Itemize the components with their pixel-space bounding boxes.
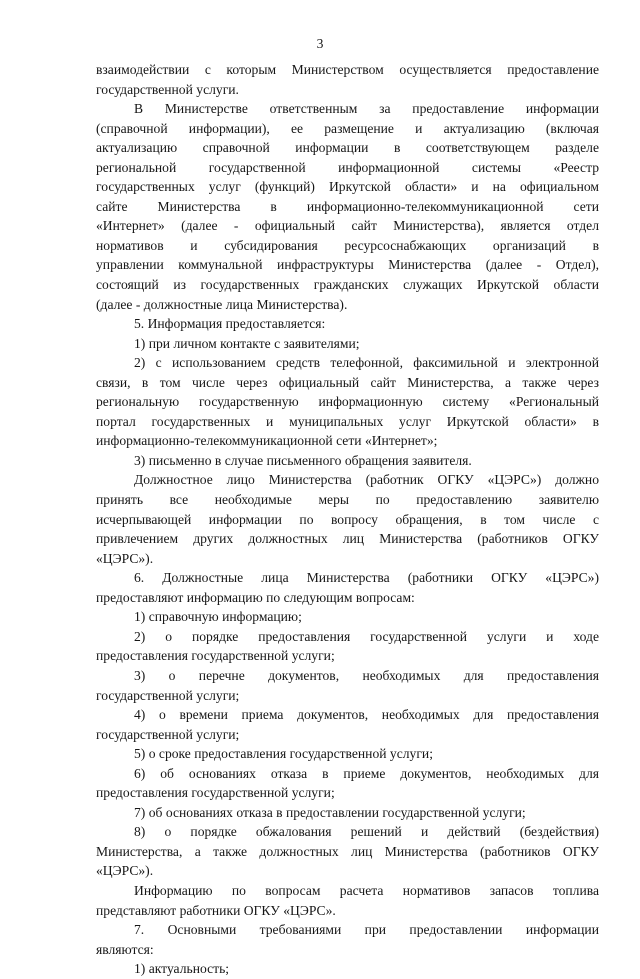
text-line: 1) справочную информацию; <box>134 609 302 625</box>
text-line: Информацию по вопросам расчета нормативов запасов топлива <box>134 882 599 898</box>
text-line: 7) об основаниях отказа в предоставлении государственной услуги; <box>134 804 526 820</box>
text-line: (далее - должностные лица Министерства). <box>96 296 348 312</box>
text-line: 5) о сроке предоставления государственной услуги; <box>134 746 433 762</box>
text-line: 6. Должностные лица Министерства (работники ОГКУ «ЦЭРС») <box>134 570 599 586</box>
text-line: 4) о времени приема документов, необходимых для предоставления <box>134 707 599 723</box>
text-line: 3) о перечне документов, необходимых для предоставления <box>134 667 599 683</box>
text-line: 2) о порядке предоставления государственной услуги и ходе <box>134 628 599 644</box>
text-line: 2) с использованием средств телефонной, факсимильной и электронной <box>134 355 599 371</box>
text-line: 7. Основными требованиями при предоставлении информации <box>134 922 599 938</box>
text-line: предоставления государственной услуги; <box>96 648 335 664</box>
text-line: управлении коммунальной инфраструктуры Министерства (далее - Отдел), <box>96 257 599 273</box>
text-line: (справочной информации), ее размещение и актуализацию (включая <box>96 120 599 136</box>
text-line: связи, в том числе через официальный сайт Министерства, а также через <box>96 374 599 390</box>
text-line: информационно-телекоммуникационной сети «Интернет»; <box>96 433 438 449</box>
text-line: привлечением других должностных лиц Министерства (работников ОГКУ <box>96 531 599 547</box>
text-line: принять все необходимые меры по предоставлению заявителю <box>96 492 599 508</box>
text-line: государственной услуги; <box>96 726 240 742</box>
text-line: «ЦЭРС»). <box>96 863 154 879</box>
text-line: 3) письменно в случае письменного обращения заявителя. <box>134 452 472 468</box>
text-line: В Министерстве ответственным за предоставление информации <box>134 101 599 117</box>
text-line: региональной государственной информационной системы «Реестр <box>96 159 599 175</box>
text-line: предоставляют информацию по следующим вопросам: <box>96 589 415 605</box>
text-line: актуализацию справочной информации в соответствующем разделе <box>96 140 599 156</box>
text-line: 6) об основаниях отказа в приеме документов, необходимых для <box>134 765 599 781</box>
text-line: предоставления государственной услуги; <box>96 785 335 801</box>
text-line: представляют работники ОГКУ «ЦЭРС». <box>96 902 336 918</box>
text-line: Министерства, а также должностных лиц Министерства (работников ОГКУ <box>96 843 599 859</box>
text-line: состоящий из государственных гражданских служащих Иркутской области <box>96 277 599 293</box>
text-line: нормативов и субсидирования ресурсоснабжающих организаций в <box>96 237 599 253</box>
text-line: «ЦЭРС»). <box>96 550 154 566</box>
text-line: государственных услуг (функций) Иркутской области» и на официальном <box>96 179 599 195</box>
text-line: 1) при личном контакте с заявителями; <box>134 335 360 351</box>
text-line: 8) о порядке обжалования решений и действий (бездействия) <box>134 824 599 840</box>
text-line: являются: <box>96 941 154 957</box>
text-line: государственной услуги. <box>96 81 239 97</box>
text-line: сайте Министерства в информационно-телекоммуникационной сети <box>96 198 599 214</box>
text-line: «Интернет» (далее - официальный сайт Министерства), является отдел <box>96 218 599 234</box>
text-line: Должностное лицо Министерства (работник ОГКУ «ЦЭРС») должно <box>134 472 599 488</box>
text-line: 1) актуальность; <box>134 961 230 977</box>
text-line: взаимодействии с которым Министерством осуществляется предоставление <box>96 62 599 77</box>
body-text <box>96 60 599 979</box>
text-line: исчерпывающей информации по вопросу обращения, в том числе с <box>96 511 599 527</box>
text-line: портал государственных и муниципальных услуг Иркутской области» в <box>96 413 599 429</box>
text-line: региональную государственную информационную систему «Региональный <box>96 394 599 410</box>
text-line: 5. Информация предоставляется: <box>134 316 326 332</box>
text-line: государственной услуги; <box>96 687 240 703</box>
page-number: 3 <box>316 36 324 51</box>
